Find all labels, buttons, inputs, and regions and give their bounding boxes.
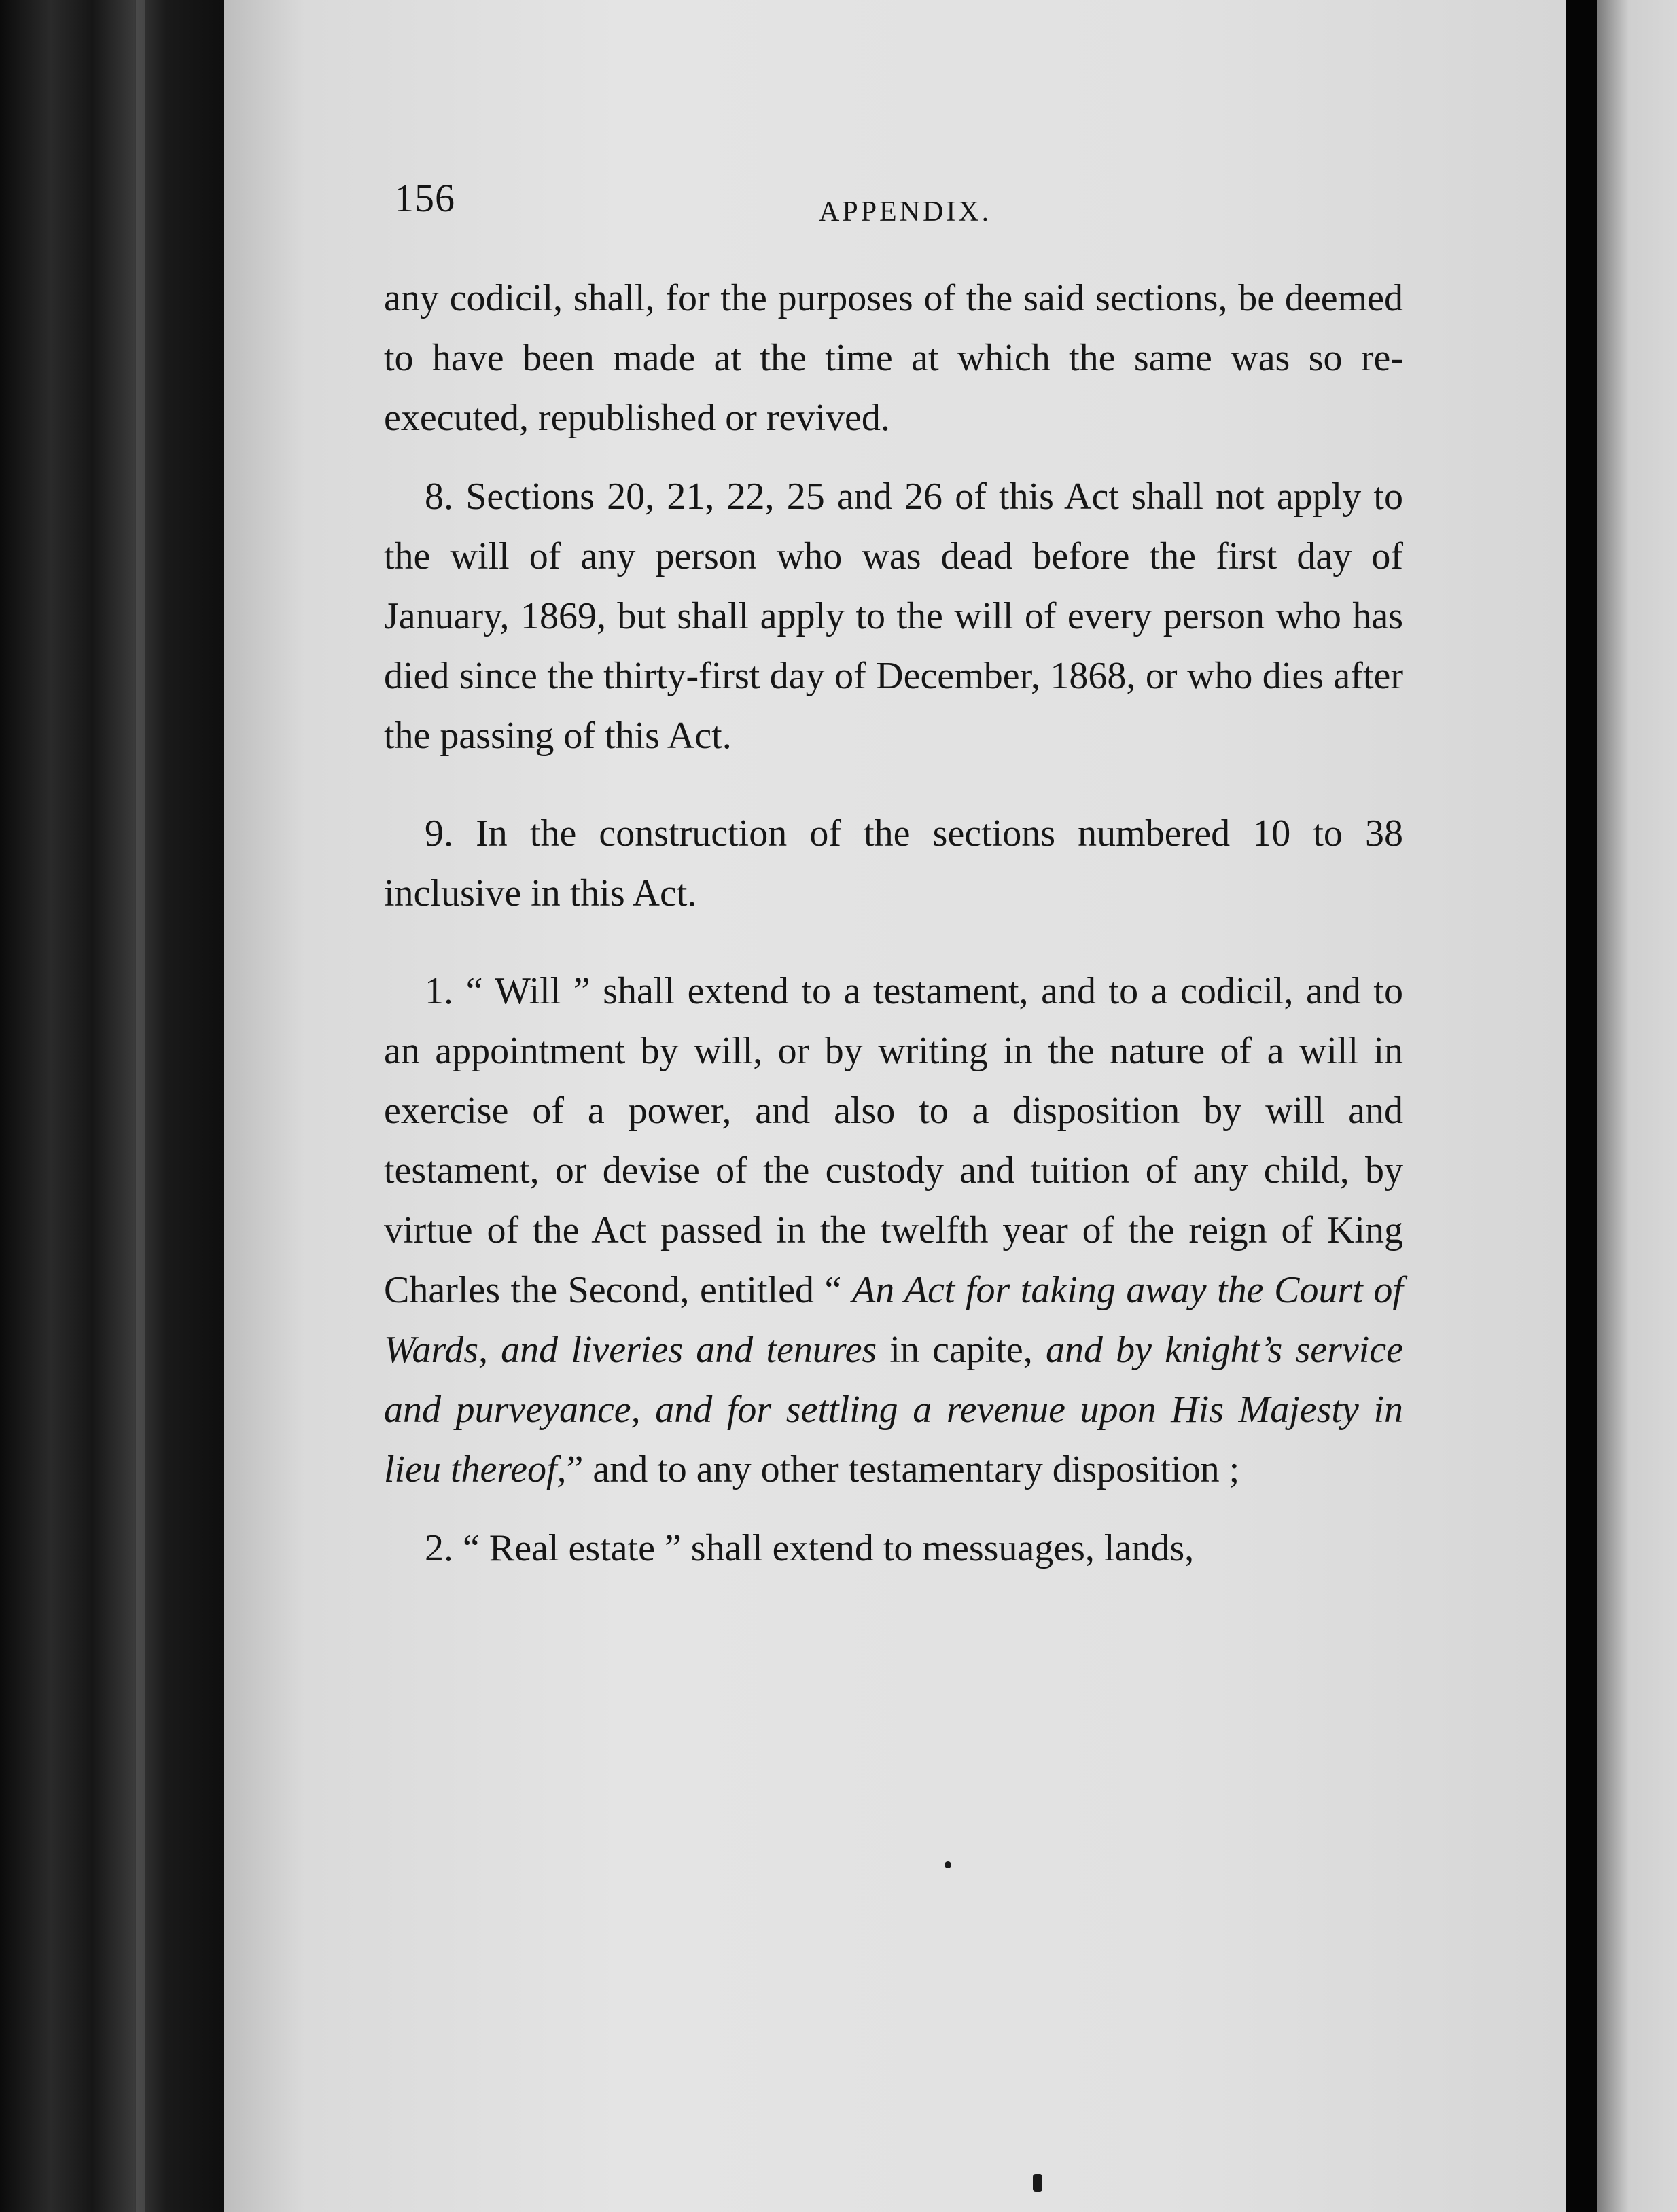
act-title-italic-continued: and by knight’s service and purveyance, and for settling a revenue upon His Majesty in lieu thereof, (384, 1329, 1404, 1491)
paragraph-section-9: 9. In the construction of the sections numbered 10 to 38 inclusive in this Act. (384, 813, 1403, 914)
page-number: 156 (394, 176, 455, 220)
binding-edge (136, 0, 145, 2212)
paragraph-definition-real-estate: 2. “ Real estate ” shall extend to messuages, lands, (425, 1527, 1195, 1569)
paragraph-section-8: 8. Sections 20, 21, 22, 25 and 26 of this Act shall not apply to the will of any person who was dead before the first day of January, 1869, but shall apply to the will of every person who has died since the thirty-first day of December, 1868, or who dies after the passing of this Act. (384, 476, 1403, 757)
page-gutter (1566, 0, 1600, 2212)
print-speck (945, 1861, 951, 1868)
definition-will-capite: in capite, (877, 1329, 1046, 1371)
next-page-edge (1597, 0, 1677, 2212)
print-speck (1033, 2174, 1042, 2192)
definition-will-end: ” and to any other testamentary disposition ; (566, 1448, 1240, 1491)
paragraph-continuation: any codicil, shall, for the purposes of the said sections, be deemed to have been made at the time at which the same was so re-executed, republished or revived. (384, 277, 1403, 439)
book-binding (0, 0, 231, 2212)
page-body (384, 268, 1403, 1578)
act-title-italic: An Act for taking away the Court of Wards, and liveries and tenures (384, 1269, 1403, 1371)
running-head: APPENDIX. (819, 196, 992, 228)
page-header (394, 175, 1441, 236)
paragraph-definition-will (384, 961, 1403, 1499)
definition-will-text: 1. “ Will ” shall extend to a testament, and to a codicil, and to an appointment by will, or by writing in the nature of a will in exercise of a power, and also to a disposition by will and testament, or devise of the custody and tuition of any child, by virtue of the Act passed in the twelfth year of the reign of King Charles the Second, entitled “ (384, 970, 1403, 1311)
